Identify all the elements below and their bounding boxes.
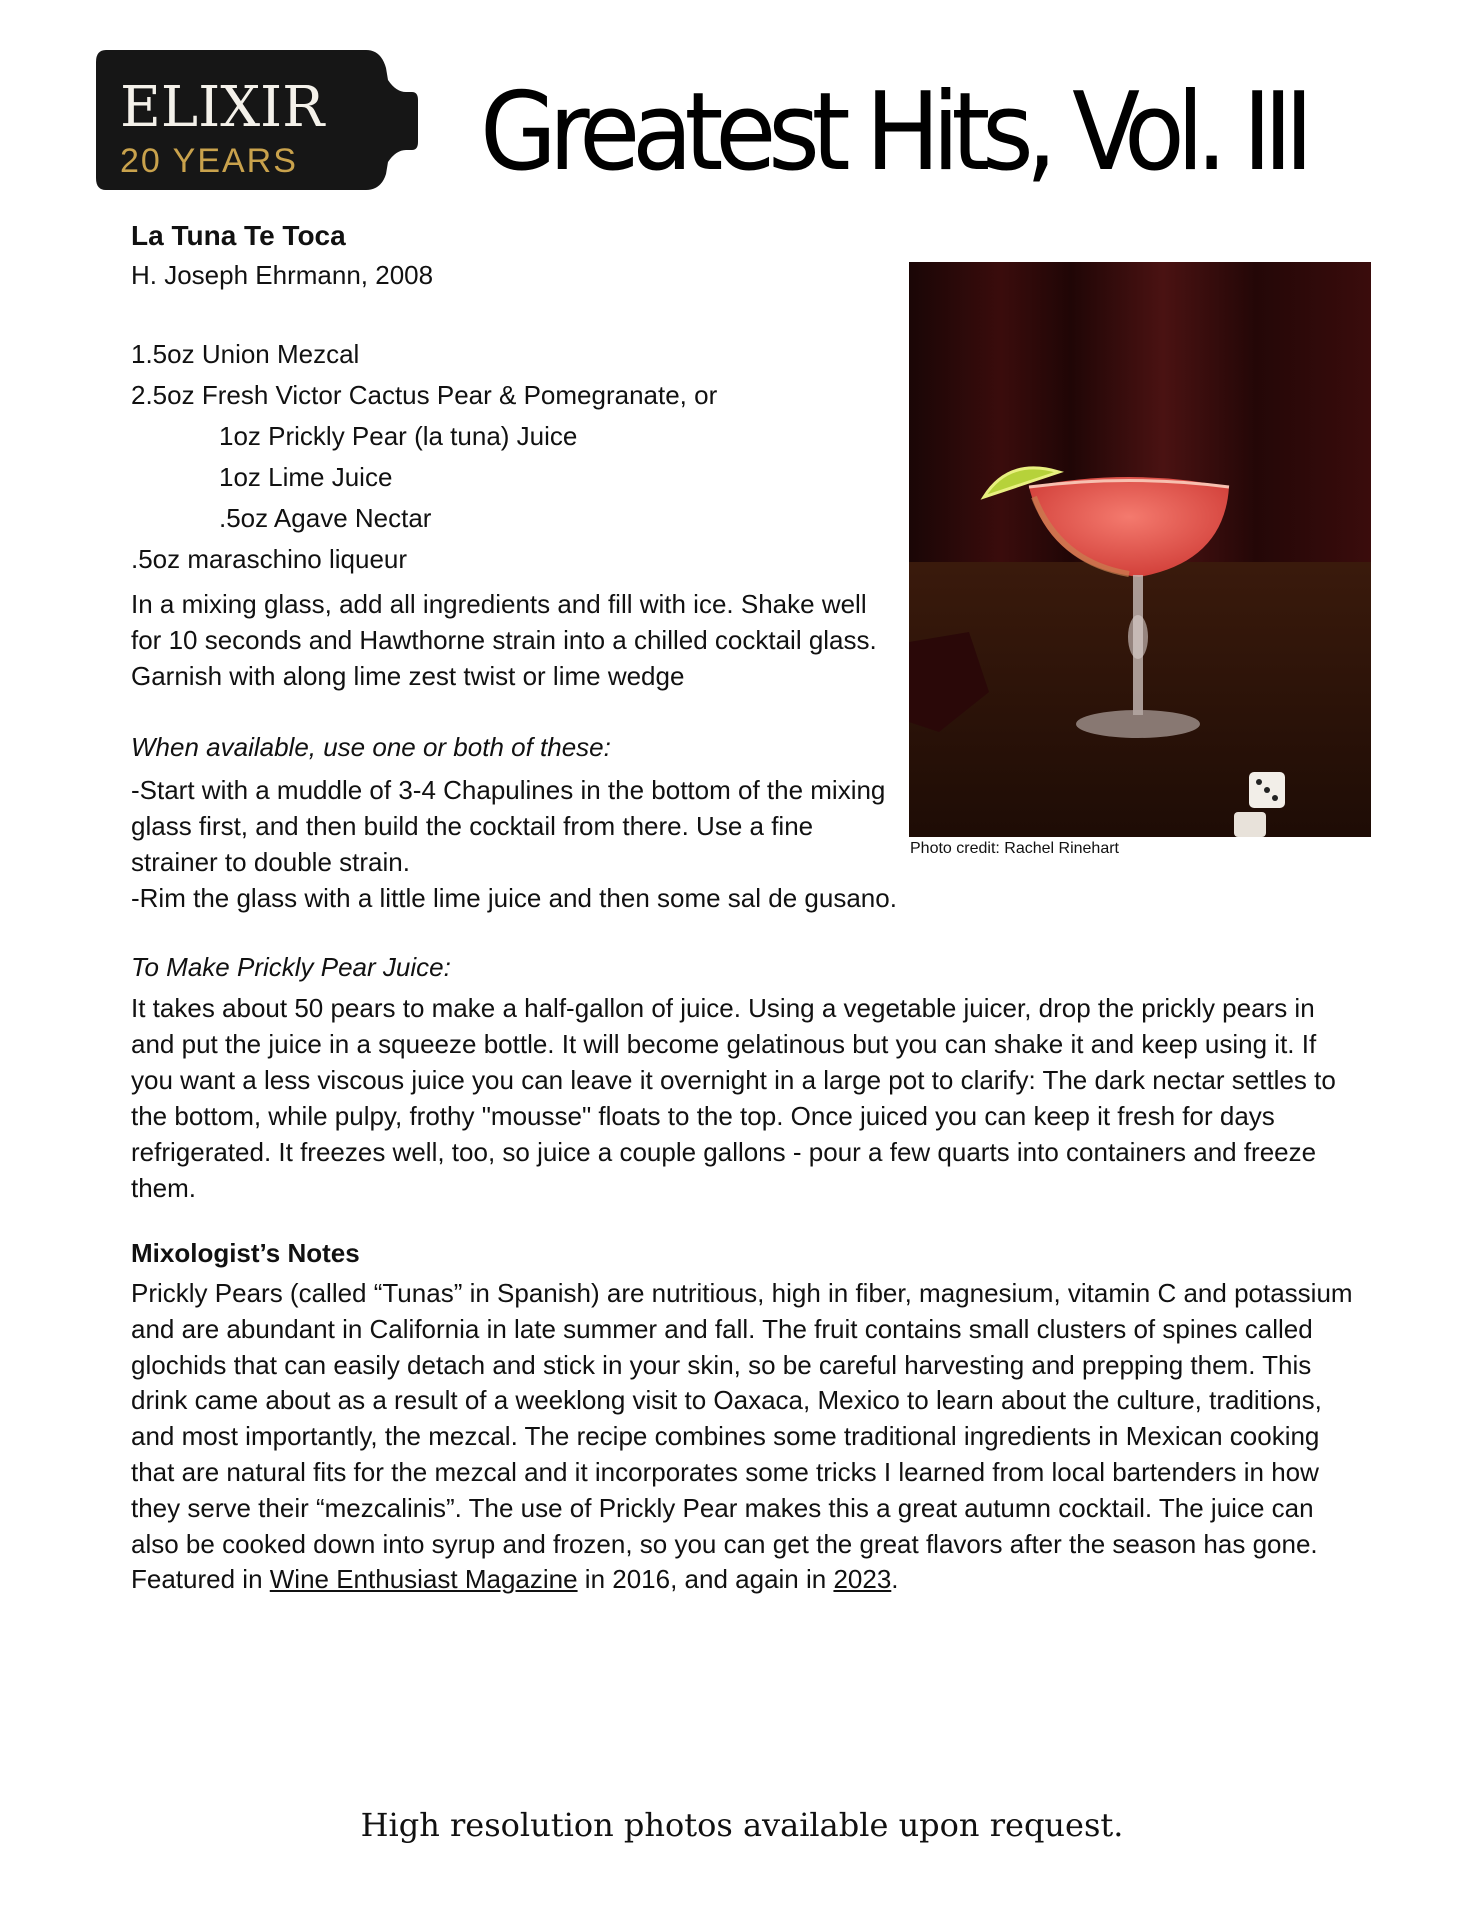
notes-body (131, 1276, 1361, 1598)
svg-text:ELIXIR: ELIXIR (120, 75, 325, 140)
notes-text: Prickly Pears (called “Tunas” in Spanish) are nutritious, high in fiber, magnesium, vitamin C and potassium and are abundant in California in late summer and fall. The fruit contains small clusters of spines called glochids that can easily detach and stick in your skin, so be careful harvesting and prepping them. This drink came about as a result of a weeklong visit to Oaxaca, Mexico to learn about the culture, traditions, and most importantly, the mezcal. The recipe combines some traditional ingredients in Mexican cooking that are natural fits for the mezcal and it incorporates some tricks I learned from local bartenders in how they serve their “mezcalinis”. The use of Prickly Pear makes this a great autumn cocktail. The juice can also be cooked down into syrup and frozen, so you can get the great flavors after the season has gone. Featured in (131, 1278, 1353, 1595)
cocktail-photo (909, 262, 1371, 837)
ingredient-item: .5oz maraschino liqueur (131, 544, 408, 574)
option-item: -Start with a muddle of 3-4 Chapulines in the bottom of the mixing glass first, and then build the cocktail from there. Use a fine strainer to double strain. (131, 775, 886, 877)
option-item: -Rim the glass with a little lime juice and then some sal de gusano. (131, 883, 897, 913)
cocktail-image-icon (909, 262, 1371, 837)
options-heading: When available, use one or both of these: (131, 732, 611, 762)
svg-text:20 YEARS: 20 YEARS (120, 142, 298, 180)
photo-credit: Photo credit: Rachel Rinehart (910, 840, 1119, 857)
notes-text-mid: in 2016, and again in (577, 1564, 834, 1595)
juice-instructions: It takes about 50 pears to make a half-gallon of juice. Using a vegetable juicer, drop the prickly pears in and put the juice in a squeeze bottle. It will become gelatinous but you can shake it and keep using it. If you want a less viscous juice you can leave it overnight in a large pot to clarify: The dark nectar settles to the bottom, while pulpy, frothy "mousse" floats to the top. Once juiced you can keep it fresh for days refrigerated. It freezes well, too, so juice a couple gallons - pour a few quarts into containers and freeze them. (131, 993, 1336, 1203)
ingredient-item: 2.5oz Fresh Victor Cactus Pear & Pomegranate, or (131, 380, 718, 410)
2023-link[interactable]: 2023 (833, 1564, 892, 1595)
ingredient-subitem: 1oz Prickly Pear (la tuna) Juice (219, 421, 578, 451)
juice-heading: To Make Prickly Pear Juice: (131, 952, 451, 982)
wine-enthusiast-link[interactable]: Wine Enthusiast Magazine (269, 1564, 578, 1595)
bottle-logo-icon (96, 50, 418, 190)
page-title: Greatest Hits, Vol. III (480, 70, 1306, 195)
ingredient-list (131, 334, 717, 580)
ingredient-subitem: 1oz Lime Juice (219, 462, 393, 492)
footer-note: High resolution photos available upon request. (360, 1806, 1124, 1844)
recipe-method: In a mixing glass, add all ingredients and fill with ice. Shake well for 10 seconds and Hawthorne strain into a chilled cocktail glass. Garnish with along lime zest twist or lime wedge (131, 589, 877, 691)
recipe-author: H. Joseph Ehrmann, 2008 (131, 260, 434, 290)
options-list (131, 772, 931, 916)
notes-text-end: . (891, 1564, 899, 1595)
elixir-logo (96, 50, 418, 190)
recipe-title: La Tuna Te Toca (131, 220, 346, 251)
ingredient-item: 1.5oz Union Mezcal (131, 339, 360, 369)
ingredient-subitem: .5oz Agave Nectar (219, 503, 432, 533)
notes-heading: Mixologist’s Notes (131, 1238, 360, 1268)
